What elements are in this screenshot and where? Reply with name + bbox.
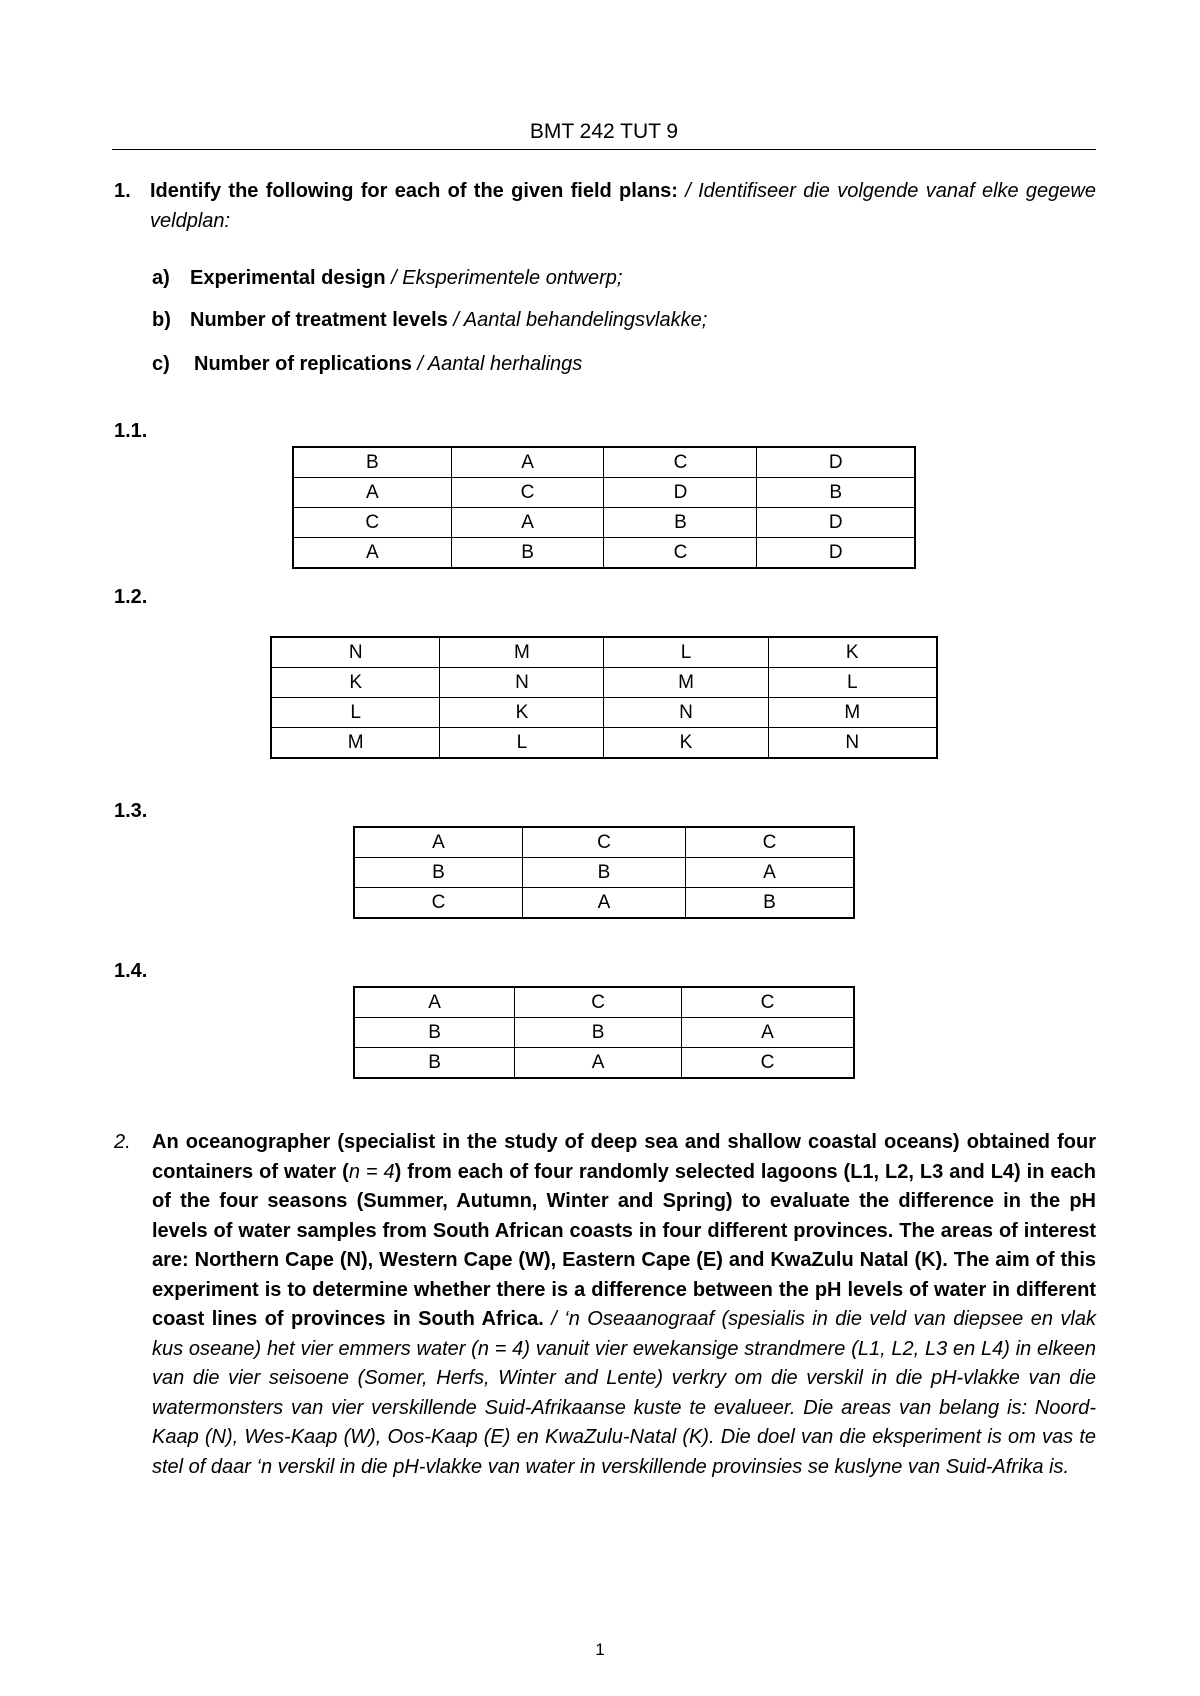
table-cell: C	[604, 447, 757, 478]
question-1-text-en: Identify the following for each of the given field plans:	[150, 180, 678, 202]
item-text-en: Number of treatment levels	[190, 309, 448, 331]
item-text-af: / Aantal herhalings	[411, 353, 583, 375]
table-cell: L	[271, 698, 440, 728]
table-cell: A	[523, 888, 686, 919]
field-plan-1-2	[270, 636, 938, 759]
table-row	[293, 538, 915, 569]
table-cell: A	[515, 1048, 682, 1079]
table-cell: L	[768, 668, 937, 698]
question-2-text-en-part1: An oceanographer (specialist in the study of deep sea and shallow coastal oceans) obtained four containers of water (	[152, 1131, 1096, 1183]
table-cell: B	[685, 888, 854, 919]
table-cell: B	[604, 508, 757, 538]
table-cell: B	[523, 858, 686, 888]
question-2-number: 2.	[114, 1131, 131, 1153]
table-cell: A	[354, 987, 515, 1018]
table-cell: C	[685, 827, 854, 858]
table-cell: D	[757, 508, 915, 538]
table-row	[354, 858, 854, 888]
table-cell: D	[757, 447, 915, 478]
table-cell: B	[293, 447, 451, 478]
question-1-number: 1.	[114, 180, 131, 202]
table-cell: C	[451, 478, 604, 508]
field-plan-1-3	[353, 826, 855, 919]
question-1-text-af: / Identifiseer die volgende vanaf elke gegewe veldplan:	[150, 180, 1096, 232]
table-cell: A	[685, 858, 854, 888]
plan-1-4-label: 1.4.	[114, 960, 148, 982]
table-row	[293, 508, 915, 538]
table-cell: A	[451, 447, 604, 478]
page-header-title: BMT 242 TUT 9	[529, 120, 679, 143]
field-plan-1-4	[353, 986, 855, 1079]
item-text-en: Experimental design	[190, 267, 386, 289]
table-cell: A	[293, 538, 451, 569]
table-cell: C	[515, 987, 682, 1018]
table-row	[293, 447, 915, 478]
page-number: 1	[595, 1640, 605, 1659]
item-text-af: / Aantal behandelingsvlakke;	[447, 309, 708, 331]
table-cell: B	[451, 538, 604, 569]
question-2-text-af-part2: ) vanuit vier ewekansige strandmere (L1, L2, L3 en L4) in elkeen van die vier seisoene (Somer, Herfs, Winter and Lente) verkry om die verskil in die pH-vlakke van die watermonsters van vier verskillende Suid-Afrikaanse kuste te evalueer. Die areas van belang is: Noord-Kaap (N), Wes-Kaap (W), Oos-Kaap (E) en KwaZulu-Natal (K). Die doel van die eksperiment is om vas te stel of daar ‘n verskil in die pH-vlakke van water in verskillende provinsies se kuslyne van Suid-Afrika is.	[152, 1337, 1096, 1478]
table-cell: C	[604, 538, 757, 569]
table-cell: N	[604, 698, 768, 728]
table-cell: N	[271, 637, 440, 668]
field-plan-1-1	[292, 446, 916, 569]
plan-1-3-label: 1.3.	[114, 800, 148, 822]
table-cell: M	[768, 698, 937, 728]
table-row	[354, 1018, 854, 1048]
table-cell: L	[440, 728, 604, 759]
table-cell: C	[293, 508, 451, 538]
table-row	[354, 987, 854, 1018]
question-1-text	[150, 176, 1096, 236]
table-row	[271, 698, 937, 728]
item-text-en: Number of replications	[194, 353, 412, 375]
table-cell: K	[604, 728, 768, 759]
table-cell: K	[440, 698, 604, 728]
table-row	[354, 1048, 854, 1079]
table-cell: N	[768, 728, 937, 759]
table-cell: A	[354, 827, 523, 858]
table-cell: D	[757, 538, 915, 569]
question-1-item-a	[152, 264, 622, 292]
question-2-text-en-part2: ) from each of four randomly selected lagoons (L1, L2, L3 and L4) in each of the four seasons (Summer, Autumn, Winter and Spring) to evaluate the difference in the pH levels of water samples from South African coasts in four different provinces. The areas of interest are: Northern Cape (N), Western Cape (W), Eastern Cape (E) and KwaZulu Natal (K). The aim of this experiment is to determine whether there is a difference between the pH levels of water in different coast lines of provinces in South Africa.	[152, 1160, 1096, 1330]
question-2-n-equation-af: n = 4	[477, 1337, 524, 1360]
table-cell: B	[354, 1048, 515, 1079]
header-rule	[112, 149, 1096, 150]
table-cell: M	[271, 728, 440, 759]
table-row	[354, 827, 854, 858]
table-cell: M	[440, 637, 604, 668]
table-cell: K	[768, 637, 937, 668]
question-1-item-c	[152, 350, 582, 378]
table-cell: C	[523, 827, 686, 858]
table-cell: L	[604, 637, 768, 668]
table-cell: N	[440, 668, 604, 698]
table-cell: B	[354, 1018, 515, 1048]
table-row	[271, 668, 937, 698]
table-cell: C	[681, 1048, 854, 1079]
table-row	[354, 888, 854, 919]
item-label: b)	[152, 309, 171, 331]
table-cell: A	[451, 508, 604, 538]
table-cell: B	[354, 858, 523, 888]
question-2-n-equation: n = 4	[348, 1160, 395, 1183]
table-row	[271, 637, 937, 668]
question-1-item-b	[152, 306, 707, 334]
question-2-text	[152, 1128, 1096, 1482]
question-2	[114, 1128, 1096, 1482]
question-1	[114, 176, 1096, 236]
table-cell: B	[515, 1018, 682, 1048]
table-cell: B	[757, 478, 915, 508]
table-cell: C	[354, 888, 523, 919]
plan-1-1-label: 1.1.	[114, 420, 148, 442]
table-cell: A	[681, 1018, 854, 1048]
item-label: a)	[152, 267, 170, 289]
item-label: c)	[152, 353, 170, 375]
table-row	[293, 478, 915, 508]
table-row	[271, 728, 937, 759]
item-text-af: / Eksperimentele ontwerp;	[385, 267, 623, 289]
table-cell: A	[293, 478, 451, 508]
table-cell: D	[604, 478, 757, 508]
question-2-text-af-part1: / ‘n Oseaanograaf (spesialis in die veld van diepsee en vlak kus oseane) het vier emmers water (	[152, 1308, 1096, 1360]
plan-1-2-label: 1.2.	[114, 586, 148, 608]
table-cell: C	[681, 987, 854, 1018]
table-cell: M	[604, 668, 768, 698]
table-cell: K	[271, 668, 440, 698]
